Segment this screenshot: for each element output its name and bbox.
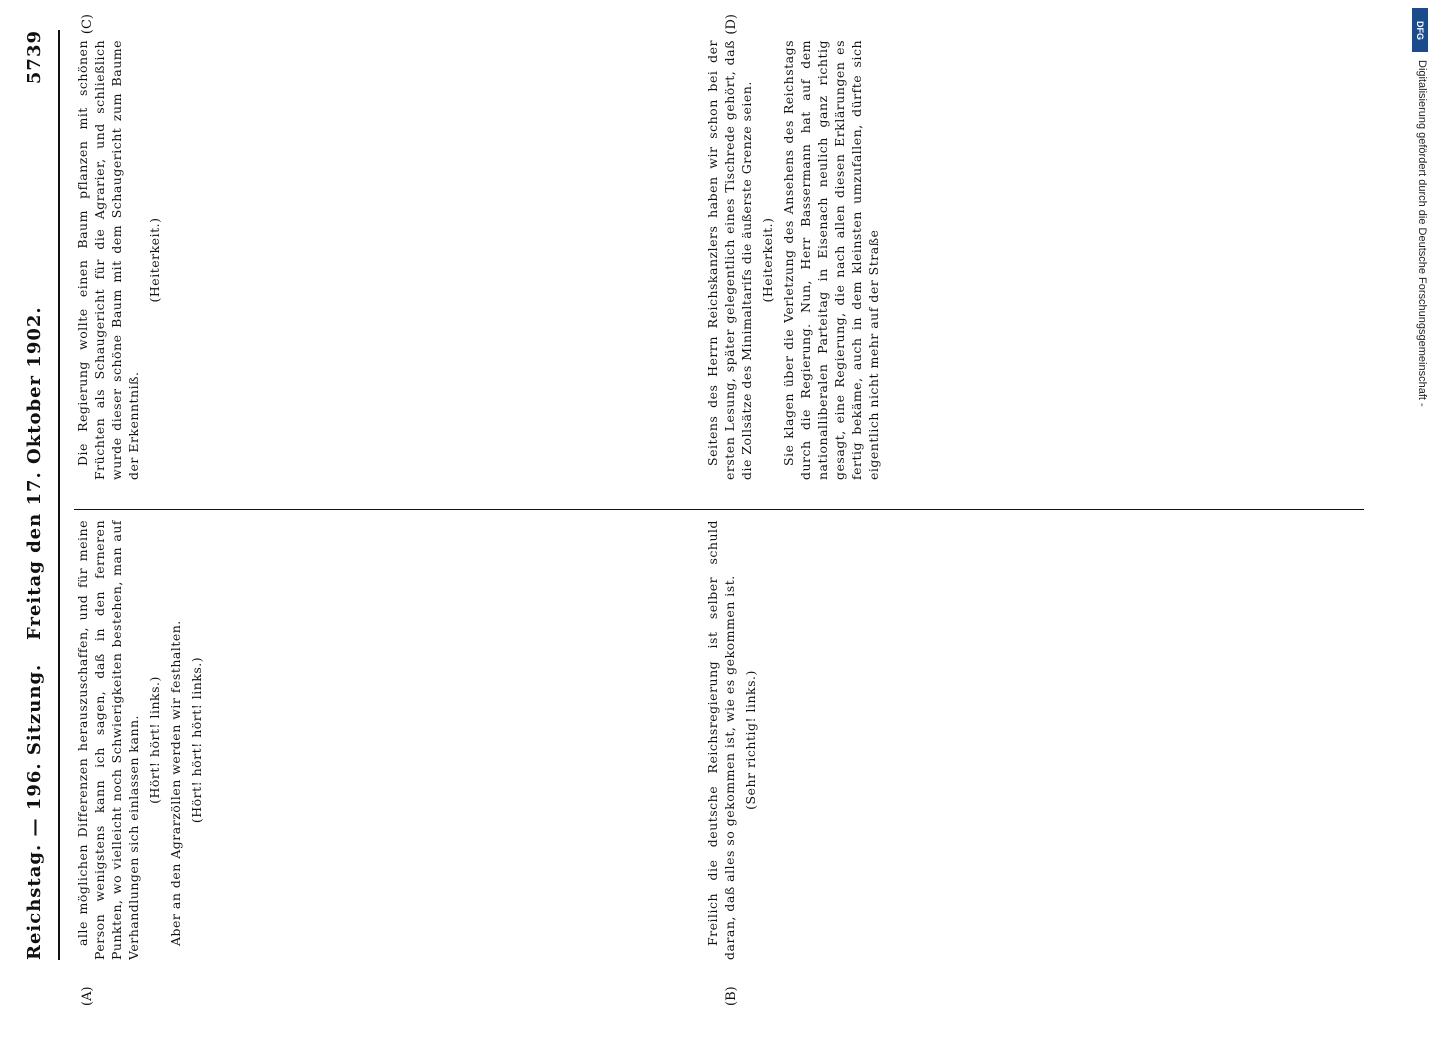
column-rule (74, 509, 1364, 510)
paragraph: Sie klagen über die Verletzung des Ansehens des Reichstags durch die Regierung. Nun, Herr Bassermann hat auf dem nationalliberalen Parteitag in Eisenach neulich ganz richtig gesagt, eine Regierung, die nach allen diesen Erklärungen es fertig bekäme, auch in dem kleinsten umzufallen, dürfte sich eigentlich nicht mehr auf der Straße (781, 40, 881, 480)
interjection: (Hört! hört! links.) (147, 676, 162, 804)
interjection: (Heiterkeit.) (760, 217, 775, 303)
marker-d: (D) (724, 14, 739, 35)
page-number: 5739 (24, 30, 45, 85)
paragraph: Aber an den Agrarzöllen werden wir festhalten. (168, 620, 183, 946)
rotated-page (4, 0, 1434, 1006)
marker-c: (C) (80, 14, 95, 35)
column-b (704, 520, 1324, 960)
interjection: (Sehr richtig! links.) (743, 670, 758, 810)
dfg-notice: Digitalisierung gefördert durch die Deutsche Forschungsgemeinschaft - (1416, 60, 1428, 407)
dfg-logo: DFG (1412, 8, 1428, 52)
paragraph: alle möglichen Differenzen herauszuschaffen, und für meine Person wenigstens kann ich sagen, daß in den ferneren Punkten, wo vielleicht noch Schwierigkeiten bestehen, man auf Verhandlungen sich einlassen kann. (75, 520, 141, 960)
paragraph: Freilich die deutsche Reichsregierung ist selber schuld daran, daß alles so gekommen ist, wie es gekommen ist. (705, 520, 737, 960)
marker-a: (A) (80, 986, 95, 1006)
header-rule (58, 30, 60, 960)
header-left: Reichstag. — 196. Sitzung. (24, 663, 45, 960)
interjection: (Hört! hört! hört! links.) (189, 656, 204, 824)
page-content (4, 0, 1434, 1006)
column-d (704, 40, 1324, 480)
paragraph: Seitens des Herrn Reichskanzlers haben wir schon bei der ersten Lesung, später gelegentlich eines Tischrede gehört, daß die Zollsätze des Minimaltarifs die äußerste Grenze seien. (705, 40, 754, 480)
paragraph: Die Regierung wollte einen Baum pflanzen mit schönen Früchten als Schaugericht für die Agrarier, und schließlich wurde dieser schöne Baum mit dem Schaugericht zum Baume der Erkenntniß. (75, 40, 141, 480)
interjection: (Heiterkeit.) (147, 217, 162, 303)
header-date: Freitag den 17. Oktober 1902. (24, 306, 45, 640)
marker-b: (B) (724, 986, 739, 1006)
